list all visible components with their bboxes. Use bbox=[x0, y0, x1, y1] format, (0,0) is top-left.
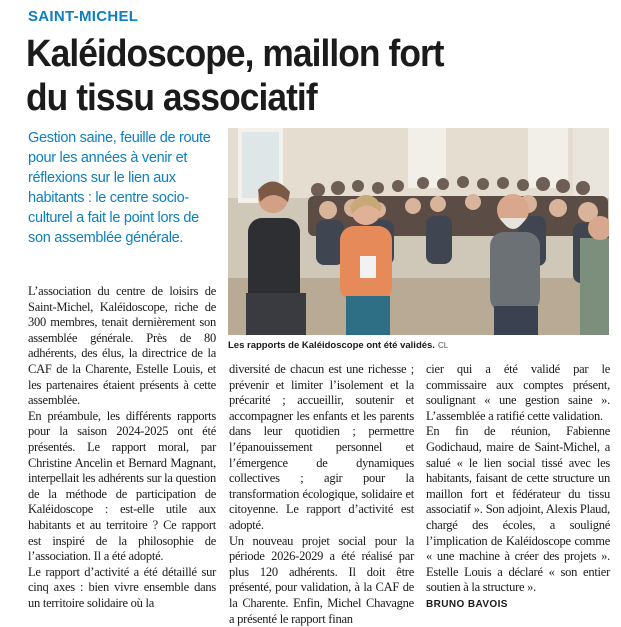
section-kicker: SAINT-MICHEL bbox=[28, 8, 139, 25]
paragraph-4-end: cier qui a été validé par le commissaire aux comptes présent, soulignant « une gestion saine ». L’assemblée a ratifié cette validation. bbox=[426, 362, 610, 423]
paragraph-4-start: Un nouveau projet social pour la période 2026-2029 a été réalisé par plus 120 adhérents. Il doit être présenté, pour validation, à la CAF de la Charente. Enfin, Michel Chavagne a présenté le rapport finan bbox=[229, 533, 414, 626]
paragraph-5: En fin de réunion, Fabienne Godichaud, maire de Saint-Michel, a salué « le lien social tissé avec les habitants, faisant de cette structure un maillon fort et fédérateur du tissu associatif ». Son adjoint, Alexis Plaud, chargé des écoles, a souligné l’implication de Kaléidoscope comme « une machine à créer des projets ». Estelle Louis a déclaré « son entier soutien à la structure ». bbox=[426, 424, 610, 595]
paragraph-2: En préambule, les différents rapports pour la saison 2024-2025 ont été présentés. Le rapport moral, par Christine Ancelin et Bernard Magnant, interpellait les adhérents sur la question de la méthode de participation de Kaléidoscope : est-elle utile aux habitants et au territoire ? Ce rapport est inspiré de la philosophie de l’association. Il a été adopté. bbox=[28, 408, 216, 564]
body-column-3 bbox=[426, 362, 610, 613]
body-column-2 bbox=[229, 362, 414, 627]
headline bbox=[26, 32, 444, 120]
photo-illustration bbox=[228, 128, 609, 335]
caption-text: Les rapports de Kaléidoscope ont été validés. bbox=[228, 340, 435, 351]
paragraph-3-end: diversité de chacun est une richesse ; prévenir et limiter l’isolement et la précarité ; accueillir, soutenir et accompagner les enfants et les parents dans leur quotidien ; permettre l’épanouissement personnel et l’émergence de dynamiques collectives ; agir pour la transformation écologique, solidaire et citoyenne. Le rapport d’activité est adopté. bbox=[229, 362, 414, 532]
headline-line-1: Kaléidoscope, maillon fort bbox=[26, 33, 444, 75]
standfirst: Gestion saine, feuille de route pour les années à venir et réflexions sur le lien aux habitants : le centre socio-culturel a fait le point lors de son assemblée générale. bbox=[28, 130, 211, 246]
paragraph-3-start: Le rapport d’activité a été détaillé sur cinq axes : bien vivre ensemble dans un territoire solidaire où la bbox=[28, 564, 216, 610]
photo-caption bbox=[228, 340, 609, 351]
photo-credit: CL bbox=[437, 341, 449, 350]
article-photo bbox=[228, 128, 609, 335]
paragraph-1: L’association du centre de loisirs de Saint-Michel, Kaléidoscope, riche de 300 membres, tenait dernièrement son assemblée générale. Près de 80 adhérents, des élus, la directrice de la CAF de la Charente, Estelle Louis, et les partenaires étaient présents à cette assemblée. bbox=[28, 284, 216, 408]
body-column-1 bbox=[28, 284, 216, 611]
headline-line-2: du tissu associatif bbox=[26, 77, 317, 119]
author-byline: BRUNO BAVOIS bbox=[426, 598, 508, 610]
